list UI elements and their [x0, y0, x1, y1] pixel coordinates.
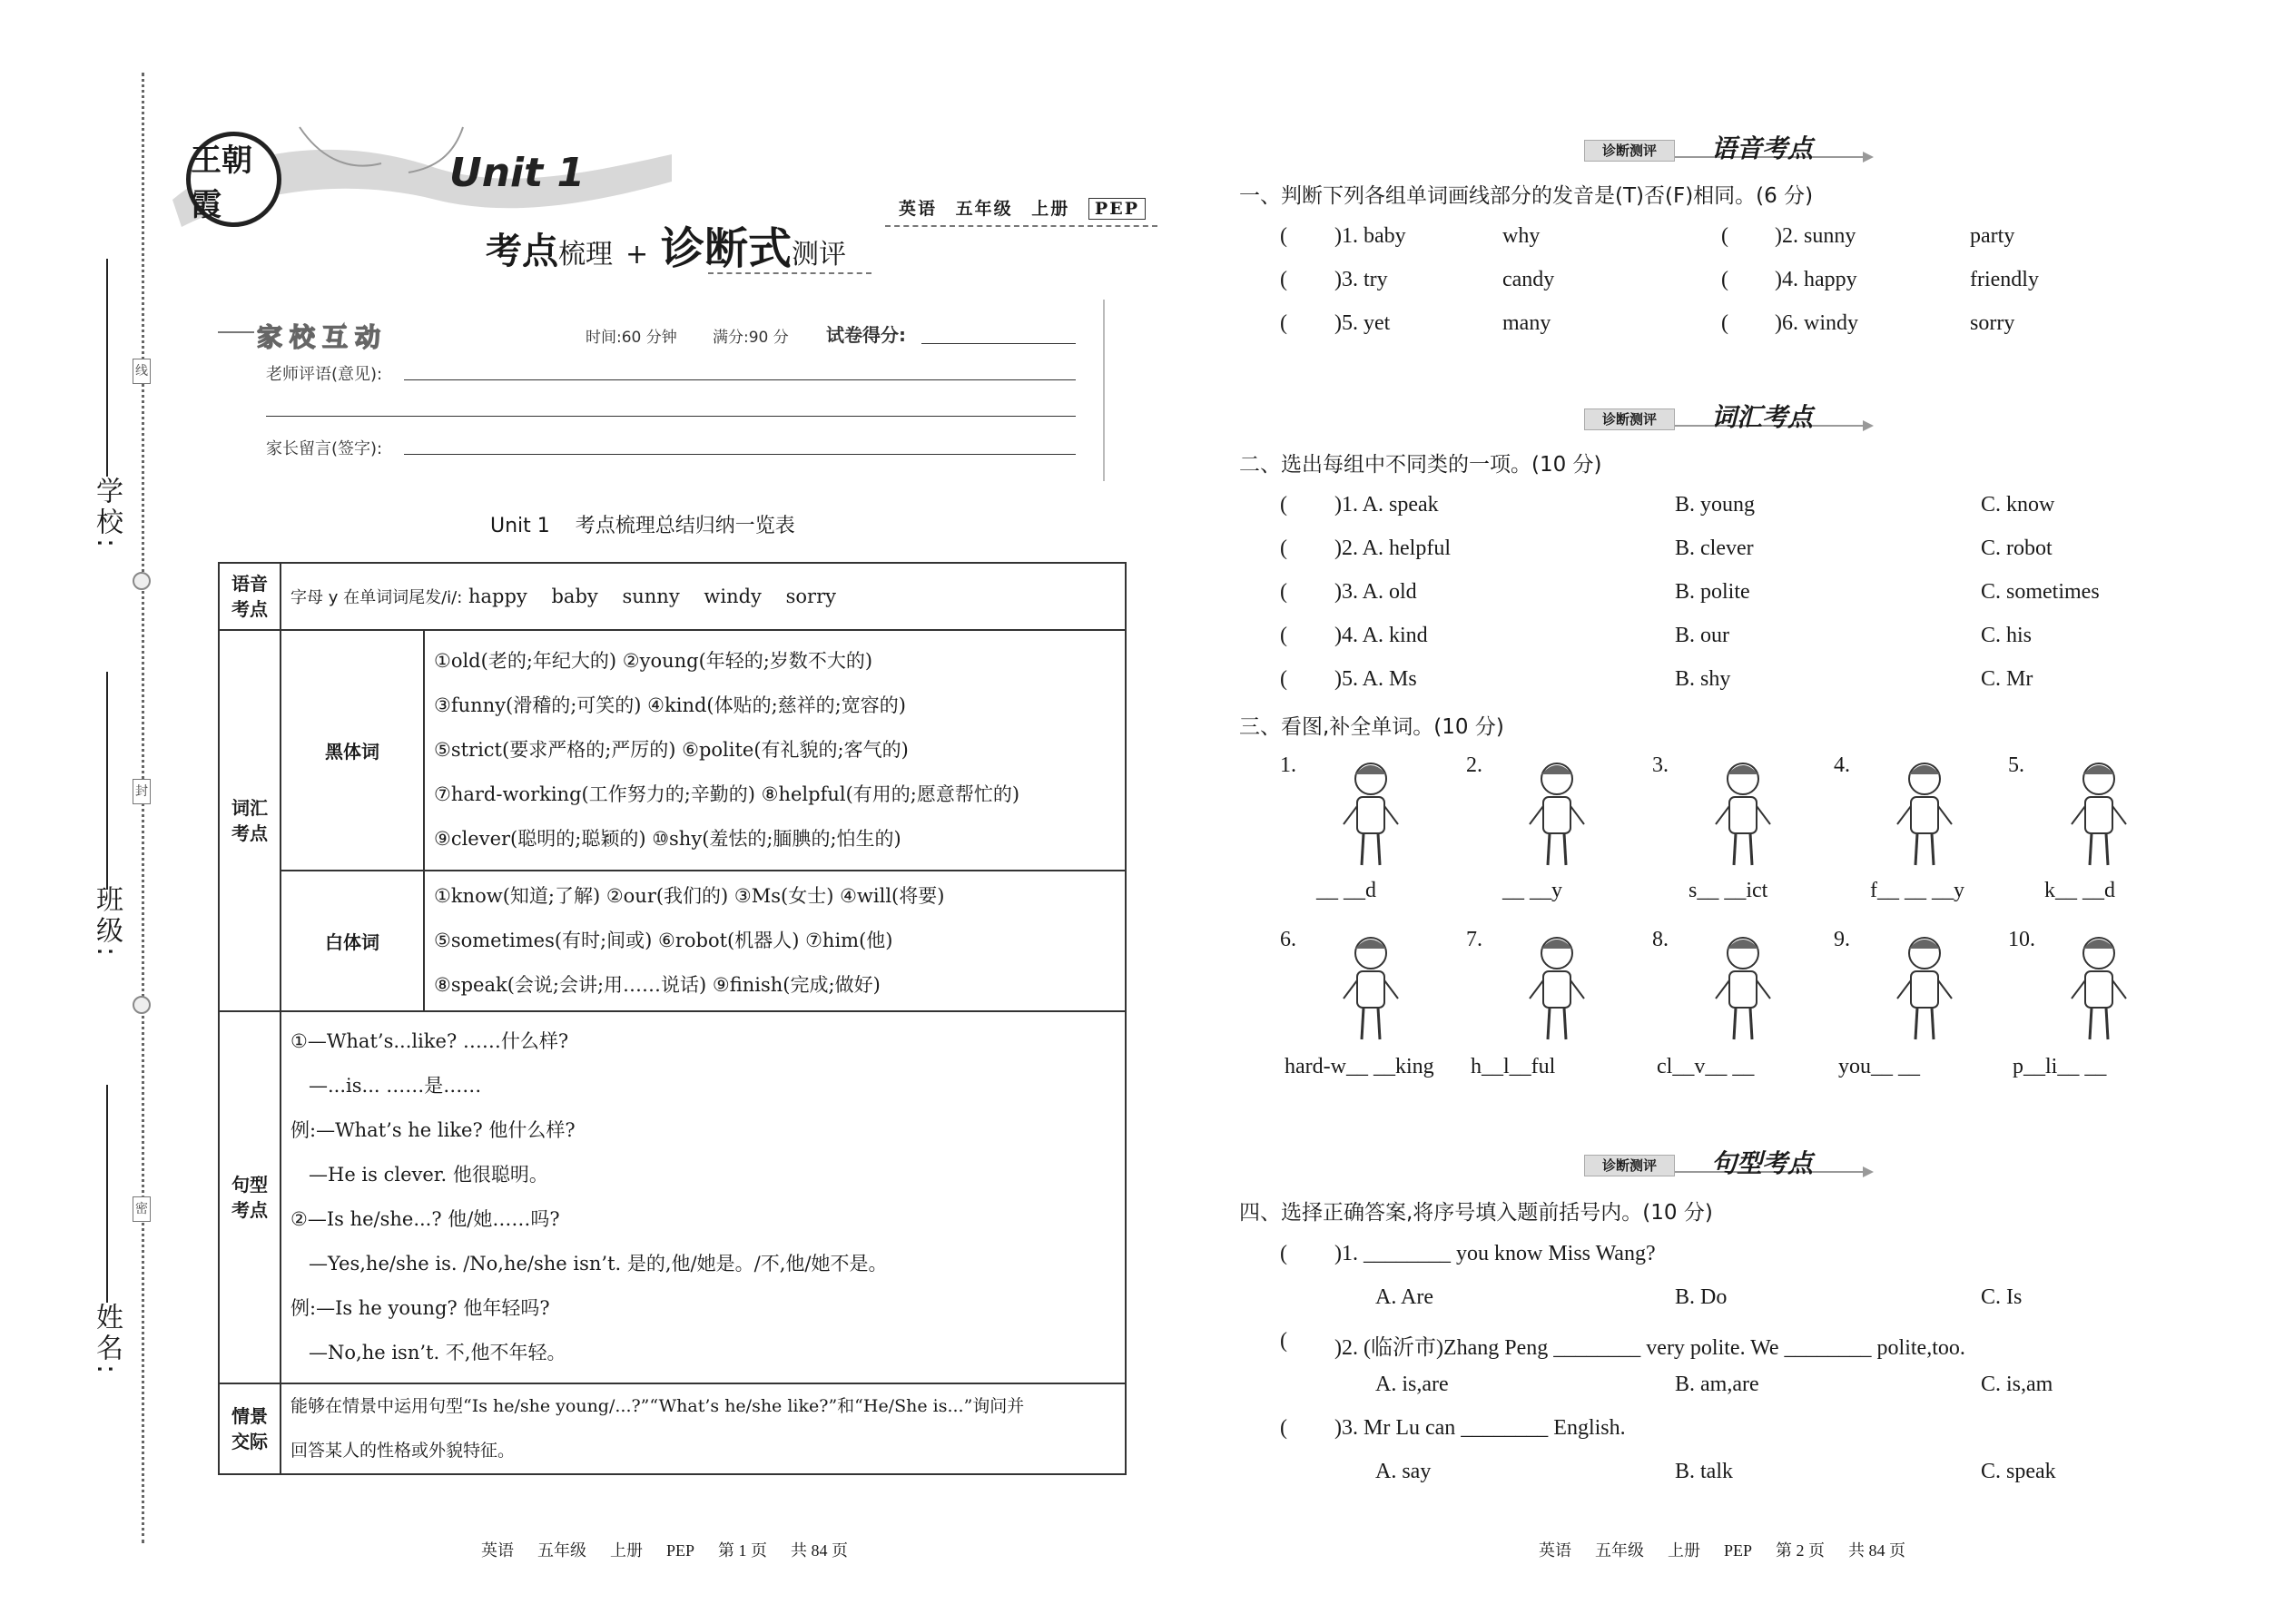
vocab-row: ⑨clever(聪明的;聪颖的) ⑩shy(羞怯的;腼腆的;怕生的) [434, 828, 901, 850]
summary-unit: Unit 1 [490, 515, 550, 537]
sentence-row: 例:—Is he young? 他年轻吗? [290, 1297, 550, 1319]
phonics-word: windy [704, 585, 762, 607]
vocab-category [219, 630, 281, 1011]
person-illustration-icon [1875, 930, 1974, 1048]
q1-item: )4. happy [1775, 268, 1857, 291]
section-header-sentence [1584, 1144, 1884, 1180]
q2-option-b: B. polite [1675, 580, 1750, 604]
q1-word: many [1502, 311, 1551, 335]
q2-option-a: )2. A. helpful [1334, 536, 1451, 560]
sentence-row: —No,he isn’t. 不,他不年轻。 [309, 1342, 566, 1363]
tag-subject: 英语 [899, 199, 938, 219]
q1-word: party [1970, 224, 2015, 248]
q3-number: 1. [1280, 753, 1296, 777]
sentence-content [281, 1011, 1126, 1383]
unit-title: Unit 1 [449, 150, 586, 196]
deco-line [1103, 300, 1105, 481]
subtitle-part: 诊断式 [661, 223, 793, 274]
situation-category [219, 1383, 281, 1474]
cat-label: 词汇考点 [231, 797, 268, 844]
section-tag: 诊断测评 [1584, 408, 1675, 430]
footer-total: 共 84 页 [1848, 1541, 1906, 1560]
q1-word: why [1502, 224, 1541, 248]
q2-option-b: B. clever [1675, 536, 1754, 560]
publisher-logo [186, 132, 281, 227]
q3-number: 2. [1466, 753, 1482, 777]
q4-paren[interactable]: ( [1280, 1416, 1287, 1440]
q1-word: sorry [1970, 311, 2015, 335]
parent-note-label: 家长留言(签字): [266, 439, 383, 458]
q3-number: 8. [1652, 928, 1669, 951]
situation-row: 回答某人的性格或外貌特征。 [290, 1441, 516, 1461]
q2-paren[interactable]: ( [1280, 580, 1287, 604]
section-header-phonics [1584, 129, 1884, 165]
badge-line [218, 331, 254, 333]
q4-option-b: B. Do [1675, 1285, 1728, 1309]
q1-item: )1. baby [1334, 224, 1406, 248]
teacher-comment-line[interactable] [404, 379, 1076, 380]
person-illustration-icon [1507, 756, 1607, 874]
q3-answer-blank[interactable]: s__ __ict [1689, 879, 1768, 902]
subtitle-part: 梳理 [558, 239, 613, 271]
footer-edition: PEP [1724, 1541, 1753, 1560]
vocab-row: ⑤sometimes(有时;间或) ⑥robot(机器人) ⑦him(他) [434, 930, 893, 951]
q4-paren[interactable]: ( [1280, 1242, 1287, 1265]
binding-dotted-line [142, 73, 144, 1543]
section-tag: 诊断测评 [1584, 1155, 1675, 1176]
q2-option-b: B. our [1675, 624, 1729, 647]
q2-option-a: )1. A. speak [1334, 493, 1439, 517]
q2-option-a: )4. A. kind [1334, 624, 1428, 647]
phonics-word: baby [551, 585, 598, 607]
q4-option-b: B. talk [1675, 1460, 1733, 1483]
binding-hole [133, 572, 151, 590]
q3-number: 4. [1834, 753, 1850, 777]
q1-title: 一、判断下列各组单词画线部分的发音是(T)否(F)相同。(6 分) [1239, 184, 1814, 208]
sentence-row: —Yes,he/she is. /No,he/she isn’t. 是的,他/她是。/不,他/她不是。 [309, 1253, 888, 1275]
sentence-category [219, 1011, 281, 1383]
q3-answer-blank[interactable]: p__li__ __ [2013, 1055, 2107, 1078]
school-line [106, 259, 108, 477]
vocab-row: ⑧speak(会说;会讲;用……说话) ⑨finish(完成;做好) [434, 974, 881, 996]
phonics-content [281, 563, 1126, 630]
q4-option-c: C. speak [1981, 1460, 2056, 1483]
q4-option-a: A. Are [1375, 1285, 1433, 1309]
q3-answer-blank[interactable]: cl__v__ __ [1657, 1055, 1755, 1078]
person-illustration-icon [1507, 930, 1607, 1048]
grade-tag [899, 195, 1157, 220]
footer-grade: 五年级 [537, 1541, 586, 1560]
q3-number: 6. [1280, 928, 1296, 951]
footer-grade: 五年级 [1595, 1541, 1644, 1560]
phonics-word: sorry [785, 585, 836, 607]
q2-option-c: C. robot [1981, 536, 2053, 560]
q1-paren[interactable]: ( [1721, 224, 1728, 248]
q3-answer-blank[interactable]: f__ __ __y [1870, 879, 1964, 902]
q2-option-b: B. young [1675, 493, 1756, 517]
sentence-row: —He is clever. 他很聪明。 [309, 1164, 548, 1186]
person-illustration-icon [2049, 930, 2149, 1048]
footer-edition: PEP [666, 1541, 695, 1560]
q4-title: 四、选择正确答案,将序号填入题前括号内。(10 分) [1239, 1201, 1713, 1225]
person-illustration-icon [1875, 756, 1974, 874]
footer-subject: 英语 [1539, 1541, 1571, 1560]
jiaxiao-badge: 家校互动 [257, 322, 389, 352]
section-tag: 诊断测评 [1584, 140, 1675, 162]
q2-option-c: C. know [1981, 493, 2055, 517]
q1-item: )2. sunny [1775, 224, 1856, 248]
situation-content [281, 1383, 1126, 1474]
person-illustration-icon [1693, 756, 1793, 874]
logo-text: 王朝霞 [191, 142, 252, 223]
cat-label: 语音考点 [231, 573, 268, 620]
q2-option-b: B. shy [1675, 667, 1731, 691]
phonics-word: sunny [622, 585, 680, 607]
subtitle-part: 测评 [792, 239, 847, 271]
q2-paren[interactable]: ( [1280, 536, 1287, 560]
q1-item: )6. windy [1775, 311, 1858, 335]
summary-table [218, 562, 1127, 1475]
section-header-vocab [1584, 398, 1884, 434]
phonics-row [281, 575, 1125, 619]
q4-option-c: C. is,am [1981, 1373, 2053, 1396]
footer-subject: 英语 [481, 1541, 514, 1560]
score-label: 试卷得分: [826, 324, 906, 346]
subtitle-part: 考点 [486, 231, 558, 272]
q3-number: 9. [1834, 928, 1850, 951]
q1-word: friendly [1970, 268, 2039, 291]
white-words [424, 871, 1126, 1011]
q3-number: 3. [1652, 753, 1669, 777]
q2-option-c: C. Mr [1981, 667, 2033, 691]
seal-char: 线 [133, 359, 151, 384]
q2-option-a: )5. A. Ms [1334, 667, 1417, 691]
bold-words [424, 630, 1126, 871]
q2-option-c: C. sometimes [1981, 580, 2100, 604]
q4-option-c: C. Is [1981, 1285, 2023, 1309]
q2-paren[interactable]: ( [1280, 667, 1287, 691]
q3-answer-blank[interactable]: you__ __ [1838, 1055, 1920, 1078]
q4-option-b: B. am,are [1675, 1373, 1759, 1396]
subtitle-plus: + [625, 239, 649, 271]
phonics-category [219, 563, 281, 630]
q2-option-c: C. his [1981, 624, 2033, 647]
q3-answer-blank[interactable]: k__ __d [2044, 879, 2115, 902]
sentence-row: ①—What’s...like? ……什么样? [290, 1030, 569, 1052]
q1-paren[interactable]: ( [1721, 268, 1728, 291]
situation-row: 能够在情景中运用句型“Is he/she young/...?”“What’s he/she like?”和“He/She is...”询问并 [290, 1396, 1025, 1416]
teacher-comment-line[interactable] [266, 416, 1076, 417]
white-words-label: 白体词 [281, 871, 424, 1011]
q1-item: )5. yet [1334, 311, 1391, 335]
q2-option-a: )3. A. old [1334, 580, 1417, 604]
q3-answer-blank[interactable]: h__l__ful [1471, 1055, 1556, 1078]
seal-char: 封 [133, 779, 151, 804]
phonics-word: happy [468, 585, 527, 607]
tag-grade: 五年级 [955, 199, 1013, 219]
footer-page: 第 1 页 [718, 1541, 768, 1560]
exam-full-score: 满分:90 分 [713, 329, 789, 347]
vocab-row: ①know(知道;了解) ②our(我们的) ③Ms(女士) ④will(将要) [434, 885, 945, 907]
section-name: 词汇考点 [1711, 402, 1814, 432]
phonics-text: 字母 y 在单词词尾发/i/: [290, 587, 463, 607]
seal-char: 密 [133, 1196, 151, 1222]
footer-total: 共 84 页 [791, 1541, 849, 1560]
q4-option-a: A. say [1375, 1460, 1432, 1483]
q4-stem: )3. Mr Lu can ________ English. [1334, 1416, 1626, 1440]
parent-note-line[interactable] [404, 454, 1076, 455]
q4-option-a: A. is,are [1375, 1373, 1449, 1396]
q3-answer-blank[interactable]: hard-w__ __king [1285, 1055, 1434, 1078]
vocab-row: ⑦hard-working(工作努力的;辛勤的) ⑧helpful(有用的;愿意帮忙的) [434, 783, 1020, 805]
person-illustration-icon [1321, 930, 1421, 1048]
q1-paren[interactable]: ( [1721, 311, 1728, 335]
footer-page: 第 2 页 [1776, 1541, 1826, 1560]
vocab-row: ③funny(滑稽的;可笑的) ④kind(体贴的;慈祥的;宽容的) [434, 694, 906, 716]
q4-stem: )2. (临沂市)Zhang Peng ________ very polite. We ________ polite,too. [1334, 1336, 1965, 1360]
class-line [106, 672, 108, 890]
section-name: 语音考点 [1711, 133, 1814, 163]
vocab-row: ⑤strict(要求严格的;严厉的) ⑥polite(有礼貌的;客气的) [434, 739, 909, 761]
footer-right [1539, 1538, 1929, 1561]
q1-paren[interactable]: ( [1280, 268, 1287, 291]
score-blank[interactable] [921, 343, 1076, 344]
q4-stem: )1. ________ you know Miss Wang? [1334, 1242, 1656, 1265]
q1-paren[interactable]: ( [1280, 311, 1287, 335]
teacher-comment-label: 老师评语(意见): [266, 365, 383, 384]
summary-heading: 考点梳理总结归纳一览表 [575, 515, 795, 537]
person-illustration-icon [2049, 756, 2149, 874]
cat-label: 句型考点 [231, 1174, 268, 1221]
person-illustration-icon [1693, 930, 1793, 1048]
q3-number: 5. [2008, 753, 2024, 777]
q1-word: candy [1502, 268, 1555, 291]
footer-left [481, 1538, 871, 1561]
header-dashline [885, 225, 1157, 227]
q1-paren[interactable]: ( [1280, 224, 1287, 248]
page-subtitle [486, 213, 846, 276]
name-label: 姓名: [91, 1303, 123, 1378]
footer-term: 上册 [610, 1541, 643, 1560]
q3-answer-blank[interactable]: __ __d [1316, 879, 1376, 902]
bold-words-label: 黑体词 [281, 630, 424, 871]
tag-edition: PEP [1088, 198, 1146, 220]
header-dashline [708, 272, 871, 274]
q2-paren[interactable]: ( [1280, 493, 1287, 517]
tag-term: 上册 [1031, 199, 1070, 219]
exam-time: 时间:60 分钟 [586, 329, 677, 347]
sentence-row: —...is... ……是…… [309, 1075, 482, 1097]
footer-term: 上册 [1668, 1541, 1700, 1560]
q3-number: 7. [1466, 928, 1482, 951]
summary-title [490, 510, 821, 538]
q2-title: 二、选出每组中不同类的一项。(10 分) [1239, 453, 1602, 477]
q2-paren[interactable]: ( [1280, 624, 1287, 647]
name-line [106, 1085, 108, 1303]
sentence-row: 例:—What’s he like? 他什么样? [290, 1119, 576, 1141]
binding-hole [133, 996, 151, 1014]
q3-number: 10. [2008, 928, 2035, 951]
q1-item: )3. try [1334, 268, 1388, 291]
vocab-row: ①old(老的;年纪大的) ②young(年轻的;岁数不大的) [434, 650, 873, 672]
q3-title: 三、看图,补全单词。(10 分) [1239, 715, 1504, 739]
section-name: 句型考点 [1711, 1148, 1814, 1178]
q3-answer-blank[interactable]: __ __y [1502, 879, 1562, 902]
cat-label: 情景交际 [231, 1405, 268, 1452]
school-label: 学校: [91, 477, 123, 552]
q4-paren[interactable]: ( [1280, 1329, 1287, 1353]
person-illustration-icon [1321, 756, 1421, 874]
sentence-row: ②—Is he/she...? 他/她……吗? [290, 1208, 560, 1230]
class-label: 班级: [91, 885, 123, 960]
